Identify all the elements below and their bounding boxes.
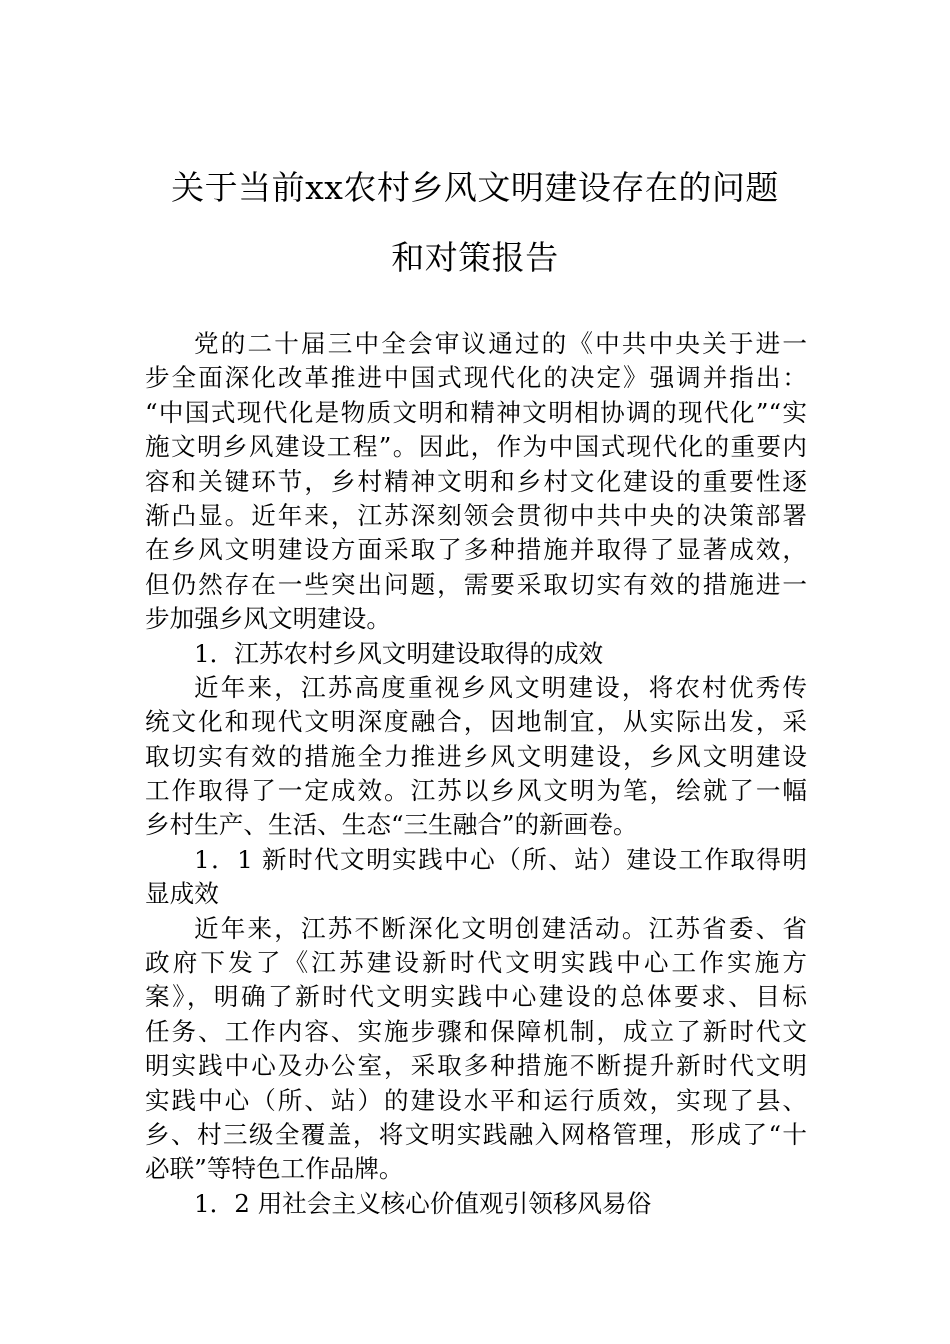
text-line: 明实践中心及办公室，采取多种措施不断提升新时代文明 (145, 1051, 807, 1081)
text-line: 渐凸显。近年来，江苏深刻领会贯彻中共中央的决策部署 (145, 500, 807, 530)
text-line: 施文明乡风建设工程”。因此，作为中国式现代化的重要内 (145, 432, 807, 462)
text-line: 容和关键环节，乡村精神文明和乡村文化建设的重要性逐 (145, 466, 807, 496)
text-line: 乡、村三级全覆盖，将文明实践融入网格管理，形成了“十 (145, 1119, 807, 1149)
text-line: 必联”等特色工作品牌。 (145, 1154, 404, 1184)
text-line: 乡村生产、生活、生态“三生融合”的新画卷。 (145, 810, 638, 840)
text-line: 显成效 (145, 879, 219, 909)
text-line: 近年来，江苏不断深化文明创建活动。江苏省委、省 (194, 913, 807, 943)
text-line: 案》，明确了新时代文明实践中心建设的总体要求、目标 (145, 982, 807, 1012)
text-line: 1．2 用社会主义核心价值观引领移风易俗 (194, 1188, 652, 1218)
document-title-line-2: 和对策报告 (391, 238, 559, 277)
text-line: 但仍然存在一些突出问题，需要采取切实有效的措施进一 (145, 569, 807, 599)
text-line: 在乡风文明建设方面采取了多种措施并取得了显著成效， (145, 535, 807, 565)
text-line: 取切实有效的措施全力推进乡风文明建设，乡风文明建设 (145, 741, 807, 771)
text-line: 统文化和现代文明深度融合，因地制宜，从实际出发，采 (145, 707, 807, 737)
document-title-line-1: 关于当前xx农村乡风文明建设存在的问题 (171, 168, 779, 207)
text-line: 步加强乡风文明建设。 (145, 604, 391, 634)
text-line: 工作取得了一定成效。江苏以乡风文明为笔，绘就了一幅 (145, 776, 807, 806)
text-line: 1．江苏农村乡风文明建设取得的成效 (194, 638, 604, 668)
text-line: 实践中心（所、站）的建设水平和运行质效，实现了县、 (145, 1085, 807, 1115)
text-line: “中国式现代化是物质文明和精神文明相协调的现代化”“实 (145, 397, 807, 427)
text-line: 政府下发了《江苏建设新时代文明实践中心工作实施方 (145, 948, 807, 978)
text-line: 任务、工作内容、实施步骤和保障机制，成立了新时代文 (145, 1016, 807, 1046)
text-line: 近年来，江苏高度重视乡风文明建设，将农村优秀传 (194, 672, 807, 702)
text-line: 党的二十届三中全会审议通过的《中共中央关于进一 (194, 329, 807, 358)
text-line: 1．1 新时代文明实践中心（所、站）建设工作取得明 (194, 844, 807, 874)
document-body (145, 327, 807, 1221)
text-line: 步全面深化改革推进中国式现代化的决定》强调并指出： (145, 363, 807, 393)
